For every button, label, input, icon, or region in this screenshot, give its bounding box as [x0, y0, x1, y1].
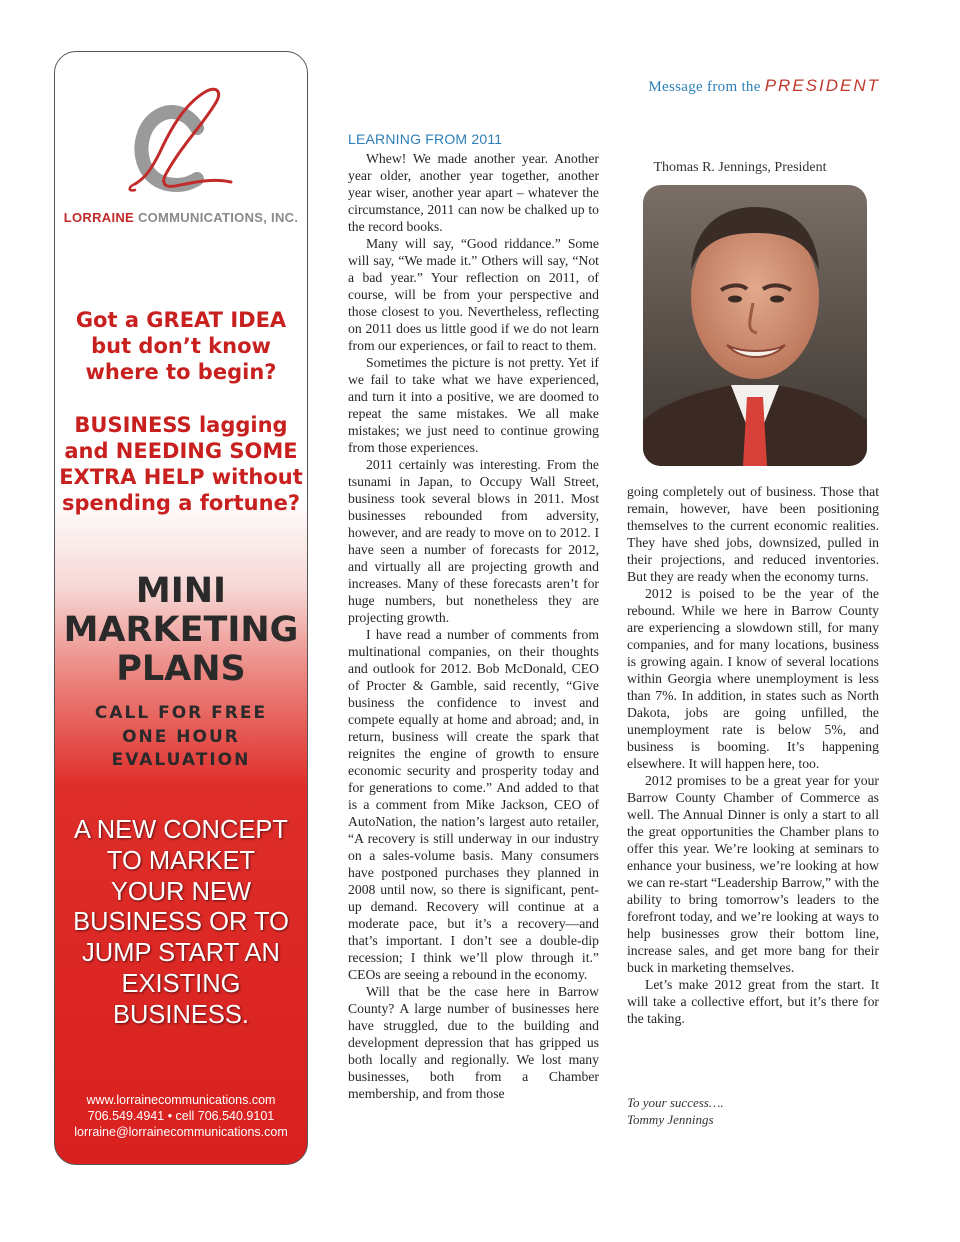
paragraph: Will that be the case here in Barrow County? A large number of businesses here have struggled, due to the building and development depression that has gripped us both locally and regionally. We lost many businesses, both from a Chamber membership, and from those — [348, 984, 599, 1101]
logo-mark — [105, 82, 265, 212]
header-message: Message from the — [648, 79, 761, 95]
paragraph: I have read a number of comments from multinational companies, on their thoughts and outlook for 2012. Bob McDonald, CEO of Procter & Gamble, said recently, “Give business the confidence to invest and compete equally at home and abroad; and, in return, business will create the spark that reignites the engine of growth to ensure economic security and prosperity today and for generations to come.” And added to that is a comment from Mike Jackson, CEO of AutoNation, the nation’s largest auto retailer, “A recovery is still underway in our industry on a sales-volume basis. Many consumers have postponed purchases they planned in 2008 until now, so there is significant, pent-up demand. Recovery will continue at a moderate pace, but it’s a recovery—and that’s important. I don’t see a double-dip recession; I think we’ll plow through it.” CEOs are seeing a rebound in the economy. — [348, 627, 599, 982]
ad-line: MINI — [135, 571, 227, 611]
ad-line: YOUR NEW — [110, 877, 252, 906]
company-name — [55, 210, 307, 225]
ad-line: EXTRA HELP without — [59, 465, 303, 489]
ad-line: EVALUATION — [111, 750, 251, 770]
ad-line: and NEEDING SOME — [64, 439, 298, 463]
ad-question-idea — [55, 307, 307, 385]
article-column-right — [627, 483, 879, 1027]
paragraph-continued: going completely out of business. Those that remain, however, have been positioning themselves to the current economic realities. They have shed jobs, downsized, pulled in their projections, and reduced inventories. But they are ready when the economy turns. — [627, 484, 879, 584]
section-header — [648, 76, 880, 96]
signoff — [627, 1094, 847, 1128]
ad-line: MARKETING — [63, 610, 299, 650]
paragraph: Many will say, “Good riddance.” Some will say, “We made it.” Others will say, “Not a bad year.” Your reflection on 2011, of course, will be from your perspective and those closest to you. Nevertheless, reflecting on 2011 does us little good if we do not learn from our experiences, or fail to react to them. — [348, 236, 599, 353]
ad-line: but don’t know — [91, 334, 271, 358]
ad-line: where to begin? — [85, 360, 277, 384]
ad-headline — [55, 572, 307, 689]
ad-call-to-action — [55, 702, 307, 773]
signoff-signature: Tommy Jennings — [627, 1112, 714, 1127]
advertisement-panel — [54, 51, 308, 1165]
paragraph: 2012 promises to be a great year for your Barrow County Chamber of Commerce as well. The Annual Dinner is only a start to all the great opportunities the Chamber plans to offer this year. We’re looking at seminars to enhance your business, we’re looking at how we can re-start “Leadership Barrow,” with the ability to bring tomorrow’s leaders to the forefront today, and we’re looking at ways to help businesses grow their bottom line, increase sales, and get more bang for their buck in marketing themselves. — [627, 773, 879, 975]
ad-line: CALL FOR FREE — [94, 703, 268, 723]
ad-line: spending a fortune? — [61, 491, 300, 515]
article-column-left — [348, 150, 599, 1102]
paragraph: 2011 certainly was interesting. From the tsunami in Japan, to Occupy Wall Street, business took several blows in 2011. Most businesses rebounded from adversity, however, and are ready to move on to 2012. I have seen a number of forecasts for 2012, and virtually all are projecting growth and increases. Many of these forecasts aren’t for huge numbers, but nonetheless they are projecting growth. — [348, 457, 599, 625]
signoff-line: To your success…. — [627, 1095, 724, 1110]
ad-email-link[interactable]: lorraine@lorrainecommunications.com — [74, 1125, 288, 1139]
ad-website-link[interactable]: www.lorrainecommunications.com — [86, 1093, 276, 1107]
article-title: LEARNING FROM 2011 — [348, 131, 503, 147]
ad-line: EXISTING — [121, 969, 241, 998]
paragraph: Whew! We made another year. Another year older, another year together, another year wiser, another year apart – whatever the circumstance, 2011 can now be chalked up to the record books. — [348, 151, 599, 234]
president-photo — [643, 185, 867, 466]
ad-line: TO MARKET — [106, 846, 256, 875]
ad-line: ONE HOUR — [122, 726, 240, 747]
ad-line: Got a GREAT IDEA — [75, 308, 287, 332]
ad-line: BUSINESS OR TO — [73, 908, 289, 937]
paragraph: Let’s make 2012 great from the start. It will take a collective effort, but it’s there for the taking. — [627, 977, 879, 1026]
ad-line: PLANS — [116, 649, 246, 689]
ad-line: BUSINESS. — [112, 1000, 250, 1029]
header-president: PRESIDENT — [764, 76, 880, 95]
ad-contact — [55, 1092, 307, 1140]
ad-concept — [55, 815, 307, 1031]
ad-line: JUMP START AN — [82, 939, 280, 968]
ad-line: BUSINESS lagging — [74, 413, 288, 437]
company-name-rest: COMMUNICATIONS, INC. — [137, 210, 299, 225]
ad-question-business — [55, 412, 307, 516]
photo-caption: Thomas R. Jennings, President — [653, 160, 827, 175]
company-name-lead: LORRAINE — [63, 210, 135, 225]
ad-phone: 706.549.4941 • cell 706.540.9101 — [87, 1109, 275, 1123]
paragraph: Sometimes the picture is not pretty. Yet if we fail to take what we have experienced, and turn it into a positive, we are doomed to repeat the same mistakes. We all make mistakes; we just need to continue growing from those experiences. — [348, 355, 599, 455]
paragraph: 2012 is poised to be the year of the rebound. While we here in Barrow County are experiencing a slowdown still, for many companies, and for many locations, business is growing again. I know of several locations within Georgia where unemployment is less than 7%. In addition, in states such as North Dakota, jobs are going unfilled, the unemployment rate is below 5%, and business is booming. It’s happening elsewhere. It will happen here, too. — [627, 586, 879, 771]
ad-line: A NEW CONCEPT — [74, 816, 288, 844]
